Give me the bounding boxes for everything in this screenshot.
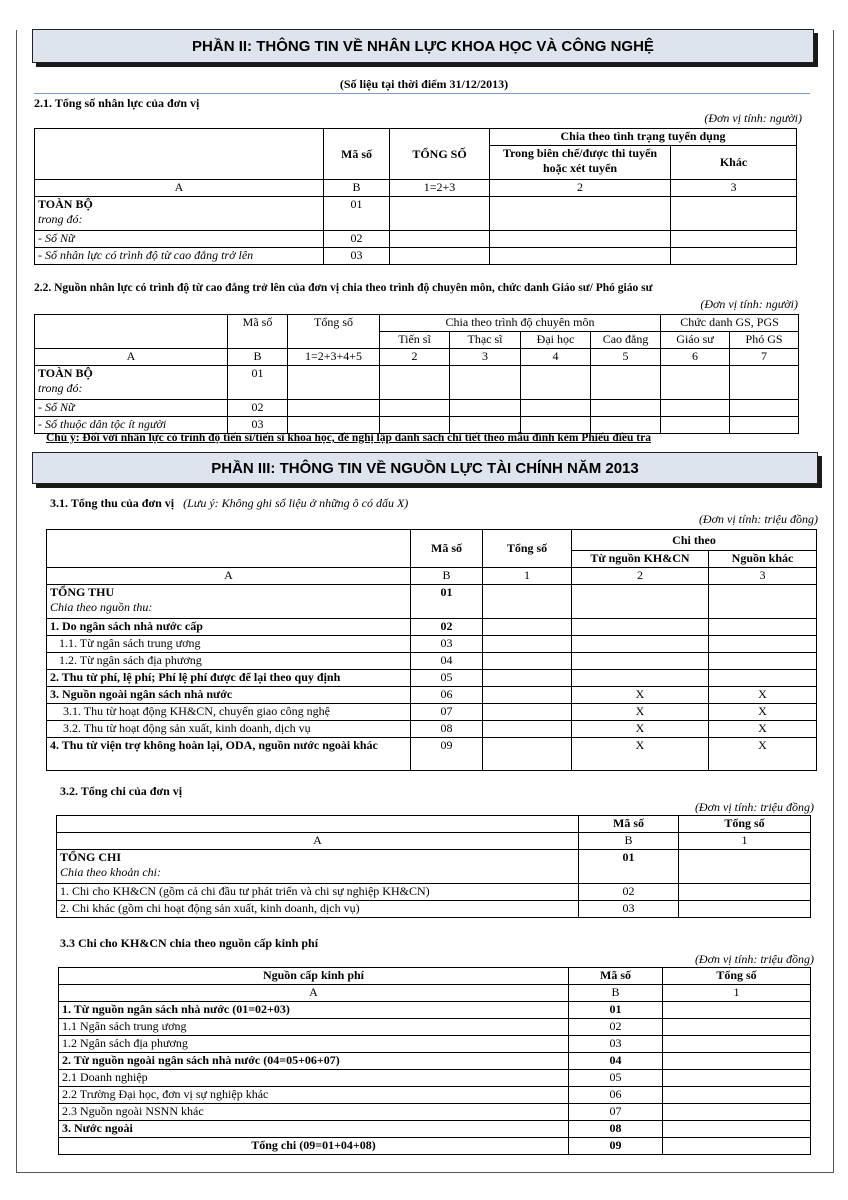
input-cell[interactable]	[450, 400, 521, 417]
input-cell[interactable]	[483, 704, 572, 721]
section-3-2-title: 3.2. Tổng chi của đơn vị	[60, 784, 183, 798]
row-label: TOÀN BỘ	[38, 197, 93, 211]
section-3-1-unit: (Đơn vị tính: triệu đồng)	[698, 512, 818, 526]
row-label: 1. Do ngân sách nhà nước cấp	[47, 619, 411, 636]
row-code: 05	[569, 1070, 663, 1087]
row-label: - Số Nữ	[35, 400, 228, 417]
table-row	[35, 400, 799, 417]
header-maso: Mã số	[411, 530, 483, 568]
input-cell[interactable]	[521, 417, 591, 434]
row-label: 1.1. Từ ngân sách trung ương	[47, 636, 411, 653]
header-sub: Tiến sĩ	[380, 332, 450, 349]
input-cell[interactable]	[709, 585, 817, 619]
row-label: 1.2. Từ ngân sách địa phương	[47, 653, 411, 670]
header-maso: Mã số	[228, 315, 288, 349]
row-label: 3.2. Thu từ hoạt động sản xuất, kinh doanh, dịch vụ	[47, 721, 411, 738]
input-cell[interactable]	[390, 248, 490, 265]
code-cell: 2	[572, 568, 709, 585]
x-cell: X	[709, 704, 817, 721]
code-cell: 3	[450, 349, 521, 366]
row-sublabel: trong đó:	[38, 212, 83, 226]
input-cell[interactable]	[591, 400, 661, 417]
row-label: Tổng chi (09=01+04+08)	[59, 1138, 569, 1155]
row-sublabel: Chia theo nguồn thu:	[50, 600, 153, 614]
table-3-1	[46, 529, 817, 771]
code-cell: 1	[679, 833, 811, 850]
table-row	[35, 197, 797, 231]
row-label: 2. Thu từ phí, lệ phí; Phí lệ phí được để lại theo quy định	[47, 670, 411, 687]
input-cell[interactable]	[663, 1138, 811, 1155]
code-cell: B	[411, 568, 483, 585]
code-cell: A	[59, 985, 569, 1002]
input-cell[interactable]	[709, 653, 817, 670]
row-code: 08	[569, 1121, 663, 1138]
row-code: 01	[579, 850, 679, 884]
row-code: 03	[569, 1036, 663, 1053]
table-row	[47, 619, 817, 636]
table-2-1	[34, 128, 797, 265]
header-sub1: Từ nguồn KH&CN	[572, 551, 709, 568]
row-label: 1. Chi cho KH&CN (gồm cả chi đầu tư phát triển và chi sự nghiệp KH&CN)	[57, 884, 579, 901]
header-empty	[35, 129, 324, 180]
input-cell[interactable]	[572, 653, 709, 670]
input-cell[interactable]	[679, 850, 811, 884]
x-cell: X	[572, 738, 709, 771]
code-cell: 6	[661, 349, 730, 366]
row-label: - Số thuộc dân tộc ít người	[35, 417, 228, 434]
table-row	[47, 636, 817, 653]
table-row	[47, 721, 817, 738]
row-label: 3. Nước ngoài	[59, 1121, 569, 1138]
header-group-2: Chức danh GS, PGS	[661, 315, 799, 332]
input-cell[interactable]	[679, 884, 811, 901]
input-cell[interactable]	[591, 417, 661, 434]
header-maso: Mã số	[579, 816, 679, 833]
table-row	[47, 704, 817, 721]
input-cell[interactable]	[730, 400, 799, 417]
input-cell[interactable]	[380, 417, 450, 434]
input-cell[interactable]	[572, 585, 709, 619]
code-cell: B	[579, 833, 679, 850]
input-cell[interactable]	[483, 670, 572, 687]
section-3-1-title: 3.1. Tổng thu của đơn vị	[50, 496, 175, 510]
input-cell[interactable]	[483, 738, 572, 771]
input-cell[interactable]	[671, 248, 797, 265]
header-nguon: Nguồn cấp kinh phí	[59, 968, 569, 985]
part2-banner	[32, 29, 814, 63]
table-row	[47, 687, 817, 704]
section-3-1-remark: (Lưu ý: Không ghi số liệu ở những ô có dấu X)	[183, 496, 409, 510]
header-maso: Mã số	[324, 129, 390, 180]
input-cell[interactable]	[380, 366, 450, 400]
section-2-2-title: 2.2. Nguồn nhân lực có trình độ từ cao đẳng trở lên của đơn vị chia theo trình độ chuyên môn, chức danh Giáo sư/ Phó giáo sư	[34, 282, 653, 294]
row-sublabel: trong đó:	[38, 381, 83, 395]
input-cell[interactable]	[483, 585, 572, 619]
divider	[34, 93, 810, 94]
input-cell[interactable]	[521, 400, 591, 417]
input-cell[interactable]	[663, 1019, 811, 1036]
table-2-2	[34, 314, 799, 434]
table-3-3	[58, 967, 811, 1155]
row-code: 07	[569, 1104, 663, 1121]
row-code: 03	[324, 248, 390, 265]
row-label: 2.3 Nguồn ngoài NSNN khác	[59, 1104, 569, 1121]
row-label: 2. Chi khác (gồm chi hoạt động sản xuất, kinh doanh, dịch vụ)	[57, 901, 579, 918]
input-cell[interactable]	[490, 248, 671, 265]
input-cell[interactable]	[288, 417, 380, 434]
code-cell: 2	[490, 180, 671, 197]
row-code: 04	[569, 1053, 663, 1070]
table-row	[35, 231, 797, 248]
code-cell: B	[569, 985, 663, 1002]
table-row	[35, 417, 799, 434]
input-cell[interactable]	[671, 231, 797, 248]
input-cell[interactable]	[663, 1053, 811, 1070]
row-sublabel: Chia theo khoản chi:	[60, 865, 161, 879]
code-cell: A	[35, 180, 324, 197]
row-code: 01	[324, 197, 390, 231]
header-tongso: Tổng số	[483, 530, 572, 568]
row-code: 01	[228, 366, 288, 400]
table-row	[57, 901, 811, 918]
table-row	[59, 1053, 811, 1070]
table-row	[35, 248, 797, 265]
x-cell: X	[572, 704, 709, 721]
code-cell: 1=2+3	[390, 180, 490, 197]
header-sub2: Nguồn khác	[709, 551, 817, 568]
table-row	[47, 585, 817, 619]
input-cell[interactable]	[663, 1070, 811, 1087]
input-cell[interactable]	[490, 197, 671, 231]
table-row	[35, 366, 799, 400]
input-cell[interactable]	[450, 417, 521, 434]
input-cell[interactable]	[663, 1087, 811, 1104]
table-row	[47, 653, 817, 670]
row-label: 4. Thu từ viện trợ không hoàn lại, ODA, nguồn nước ngoài khác	[47, 738, 411, 771]
row-code: 06	[411, 687, 483, 704]
row-label: TỔNG CHI	[60, 850, 122, 864]
input-cell[interactable]	[483, 721, 572, 738]
table-row	[59, 1070, 811, 1087]
table-row	[59, 1104, 811, 1121]
row-label: - Số nhân lực có trình độ từ cao đẳng trở lên	[35, 248, 324, 265]
table-row	[59, 1138, 811, 1155]
input-cell[interactable]	[490, 231, 671, 248]
header-maso: Mã số	[569, 968, 663, 985]
x-cell: X	[572, 721, 709, 738]
header-sub: Đại học	[521, 332, 591, 349]
input-cell[interactable]	[483, 619, 572, 636]
table-row	[59, 1036, 811, 1053]
row-code: 02	[324, 231, 390, 248]
code-cell: 3	[709, 568, 817, 585]
row-code: 03	[228, 417, 288, 434]
row-label: 1.2 Ngân sách địa phương	[59, 1036, 569, 1053]
row-code: 03	[579, 901, 679, 918]
header-tongso: TỔNG SỐ	[390, 129, 490, 180]
table-row	[57, 850, 811, 884]
input-cell[interactable]	[390, 231, 490, 248]
x-cell: X	[709, 721, 817, 738]
header-sub: Thạc sĩ	[450, 332, 521, 349]
row-code: 07	[411, 704, 483, 721]
x-cell: X	[709, 738, 817, 771]
code-cell: 1	[483, 568, 572, 585]
row-code: 02	[569, 1019, 663, 1036]
header-sub: Cao đẳng	[591, 332, 661, 349]
row-code: 02	[228, 400, 288, 417]
row-code: 02	[579, 884, 679, 901]
input-cell[interactable]	[380, 400, 450, 417]
header-tongso: Tổng số	[679, 816, 811, 833]
code-cell: 5	[591, 349, 661, 366]
input-cell[interactable]	[390, 197, 490, 231]
row-label: 2. Từ nguồn ngoài ngân sách nhà nước (04=05+06+07)	[59, 1053, 569, 1070]
input-cell[interactable]	[661, 366, 730, 400]
header-group: Chia theo tình trạng tuyển dụng	[490, 129, 797, 146]
code-cell: B	[324, 180, 390, 197]
input-cell[interactable]	[663, 1104, 811, 1121]
table-row	[57, 884, 811, 901]
row-label: 2.1 Doanh nghiệp	[59, 1070, 569, 1087]
input-cell[interactable]	[288, 366, 380, 400]
part3-title: PHẦN III: THÔNG TIN VỀ NGUỒN LỰC TÀI CHÍNH NĂM 2013	[211, 459, 639, 477]
date-note: (Số liệu tại thời điểm 31/12/2013)	[339, 77, 509, 91]
code-cell: B	[228, 349, 288, 366]
section-2-1-unit: (Đơn vị tính: người)	[704, 111, 802, 125]
section-3-3-title: 3.3 Chi cho KH&CN chia theo nguồn cấp kinh phí	[60, 936, 319, 950]
row-code: 04	[411, 653, 483, 670]
input-cell[interactable]	[572, 636, 709, 653]
x-cell: X	[572, 687, 709, 704]
section-3-3-unit: (Đơn vị tính: triệu đồng)	[694, 952, 814, 966]
input-cell[interactable]	[591, 366, 661, 400]
header-sub: Giáo sư	[661, 332, 730, 349]
table-row	[59, 1019, 811, 1036]
table-row	[59, 1002, 811, 1019]
header-sub2: Khác	[671, 146, 797, 180]
part2-title: PHẦN II: THÔNG TIN VỀ NHÂN LỰC KHOA HỌC VÀ CÔNG NGHỆ	[192, 37, 654, 55]
row-label: 1.1 Ngân sách trung ương	[59, 1019, 569, 1036]
row-label: TOÀN BỘ	[38, 366, 93, 380]
input-cell[interactable]	[730, 366, 799, 400]
header-group-1: Chia theo trình độ chuyên môn	[380, 315, 661, 332]
code-cell: A	[57, 833, 579, 850]
row-code: 02	[411, 619, 483, 636]
row-label: - Số Nữ	[35, 231, 324, 248]
input-cell[interactable]	[730, 417, 799, 434]
input-cell[interactable]	[288, 400, 380, 417]
input-cell[interactable]	[709, 636, 817, 653]
code-cell: 2	[380, 349, 450, 366]
row-code: 05	[411, 670, 483, 687]
table-row	[59, 1121, 811, 1138]
table-row	[47, 670, 817, 687]
table-row	[47, 738, 817, 771]
input-cell[interactable]	[572, 670, 709, 687]
note-2-2: Chú ý: Đối với nhân lực có trình độ tiến sĩ/tiến sĩ khoa học, đề nghị lập danh sách chi tiết theo mẫu đính kèm Phiếu điều tra	[46, 432, 651, 444]
table-3-2	[56, 815, 811, 918]
row-code: 06	[569, 1087, 663, 1104]
input-cell[interactable]	[661, 400, 730, 417]
header-sub1: Trong biên chế/được thi tuyển hoặc xét tuyển	[490, 146, 671, 180]
input-cell[interactable]	[663, 1036, 811, 1053]
input-cell[interactable]	[521, 366, 591, 400]
section-2-2-unit: (Đơn vị tính: người)	[700, 297, 798, 311]
code-cell: 1	[663, 985, 811, 1002]
input-cell[interactable]	[450, 366, 521, 400]
section-3-2-unit: (Đơn vị tính: triệu đồng)	[694, 800, 814, 814]
row-code: 01	[411, 585, 483, 619]
header-tongso: Tổng số	[663, 968, 811, 985]
input-cell[interactable]	[679, 901, 811, 918]
header-tongso: Tổng số	[288, 315, 380, 349]
code-cell: 1=2+3+4+5	[288, 349, 380, 366]
header-sub: Phó GS	[730, 332, 799, 349]
part3-banner	[32, 452, 818, 484]
code-cell: 4	[521, 349, 591, 366]
input-cell[interactable]	[671, 197, 797, 231]
input-cell[interactable]	[663, 1121, 811, 1138]
row-label: TỔNG THU	[50, 585, 115, 599]
input-cell[interactable]	[709, 619, 817, 636]
input-cell[interactable]	[709, 670, 817, 687]
table-row	[59, 1087, 811, 1104]
section-2-1-title: 2.1. Tổng số nhân lực của đơn vị	[34, 96, 200, 110]
input-cell[interactable]	[483, 687, 572, 704]
row-code: 09	[569, 1138, 663, 1155]
input-cell[interactable]	[661, 417, 730, 434]
row-code: 09	[411, 738, 483, 771]
row-code: 03	[411, 636, 483, 653]
input-cell[interactable]	[483, 653, 572, 670]
row-code: 08	[411, 721, 483, 738]
input-cell[interactable]	[663, 1002, 811, 1019]
input-cell[interactable]	[572, 619, 709, 636]
row-label: 3. Nguồn ngoài ngân sách nhà nước	[47, 687, 411, 704]
row-label: 1. Từ nguồn ngân sách nhà nước (01=02+03)	[59, 1002, 569, 1019]
input-cell[interactable]	[483, 636, 572, 653]
row-code: 01	[569, 1002, 663, 1019]
row-label: 3.1. Thu từ hoạt động KH&CN, chuyển giao công nghệ	[47, 704, 411, 721]
x-cell: X	[709, 687, 817, 704]
row-label: 2.2 Trường Đại học, đơn vị sự nghiệp khác	[59, 1087, 569, 1104]
section-3-1-heading	[50, 496, 408, 511]
code-cell: 7	[730, 349, 799, 366]
code-cell: A	[35, 349, 228, 366]
code-cell: A	[47, 568, 411, 585]
header-group: Chi theo	[572, 530, 817, 551]
code-cell: 3	[671, 180, 797, 197]
